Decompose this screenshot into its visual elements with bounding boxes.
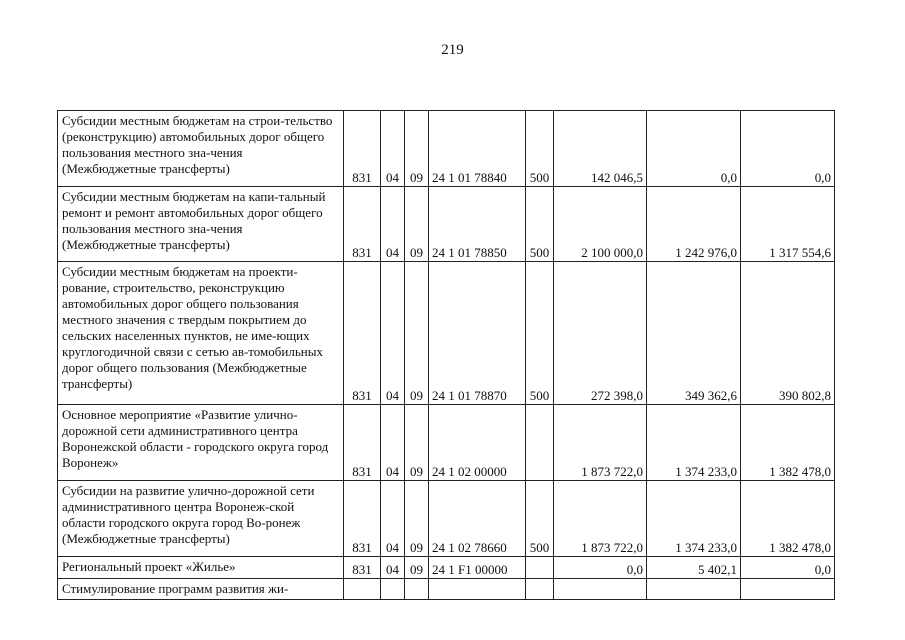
row-description: Основное мероприятие «Развитие улично-дорожной сети административного центра Воронежской области - городского округа город Воронеж» [58, 405, 344, 481]
subsection-code: 09 [405, 187, 429, 262]
section-code: 04 [381, 481, 405, 557]
amount-year-3: 390 802,8 [741, 262, 835, 405]
amount-year-3: 1 382 478,0 [741, 481, 835, 557]
budget-table [57, 110, 835, 600]
amount-year-2: 1 374 233,0 [647, 481, 741, 557]
target-article-code: 24 1 01 78850 [429, 187, 526, 262]
target-article-code: 24 1 02 78660 [429, 481, 526, 557]
ministry-code: 831 [344, 111, 381, 187]
ministry-code: 831 [344, 262, 381, 405]
row-description: Субсидии местным бюджетам на капи-тальный ремонт и ремонт автомобильных дорог общего пользования местного зна-чения (Межбюджетные трансферты) [58, 187, 344, 262]
amount-year-3: 1 382 478,0 [741, 405, 835, 481]
expense-type-code: 500 [526, 111, 554, 187]
amount-year-3: 0,0 [741, 111, 835, 187]
row-description: Субсидии на развитие улично-дорожной сети административного центра Воронеж-ской области городского округа город Во-ронеж (Межбюджетные трансферты) [58, 481, 344, 557]
subsection-code: 09 [405, 262, 429, 405]
amount-year-2: 1 242 976,0 [647, 187, 741, 262]
amount-year-1: 1 873 722,0 [554, 405, 647, 481]
expense-type-code [526, 579, 554, 600]
table-row [58, 187, 835, 262]
ministry-code: 831 [344, 405, 381, 481]
section-code: 04 [381, 111, 405, 187]
amount-year-1: 1 873 722,0 [554, 481, 647, 557]
ministry-code: 831 [344, 481, 381, 557]
section-code: 04 [381, 405, 405, 481]
amount-year-1: 272 398,0 [554, 262, 647, 405]
target-article-code: 24 1 F1 00000 [429, 557, 526, 579]
table-row [58, 262, 835, 405]
table-row [58, 481, 835, 557]
expense-type-code: 500 [526, 262, 554, 405]
page-number: 219 [441, 42, 464, 58]
ministry-code: 831 [344, 557, 381, 579]
section-code [381, 579, 405, 600]
section-code: 04 [381, 262, 405, 405]
row-description: Субсидии местным бюджетам на строи-тельство (реконструкцию) автомобильных дорог общего пользования местного зна-чения (Межбюджетные трансферты) [58, 111, 344, 187]
subsection-code: 09 [405, 557, 429, 579]
target-article-code: 24 1 01 78870 [429, 262, 526, 405]
amount-year-2: 0,0 [647, 111, 741, 187]
ministry-code: 831 [344, 187, 381, 262]
subsection-code: 09 [405, 111, 429, 187]
row-description: Региональный проект «Жилье» [58, 557, 344, 579]
target-article-code [429, 579, 526, 600]
amount-year-2: 5 402,1 [647, 557, 741, 579]
amount-year-1: 2 100 000,0 [554, 187, 647, 262]
section-code: 04 [381, 557, 405, 579]
expense-type-code [526, 405, 554, 481]
expense-type-code [526, 557, 554, 579]
amount-year-1 [554, 579, 647, 600]
subsection-code: 09 [405, 481, 429, 557]
ministry-code [344, 579, 381, 600]
section-code: 04 [381, 187, 405, 262]
subsection-code: 09 [405, 405, 429, 481]
amount-year-1: 0,0 [554, 557, 647, 579]
table-row [58, 579, 835, 600]
amount-year-1: 142 046,5 [554, 111, 647, 187]
subsection-code [405, 579, 429, 600]
amount-year-2: 1 374 233,0 [647, 405, 741, 481]
table-row [58, 405, 835, 481]
amount-year-3: 0,0 [741, 557, 835, 579]
table-row [58, 557, 835, 579]
target-article-code: 24 1 02 00000 [429, 405, 526, 481]
expense-type-code: 500 [526, 187, 554, 262]
amount-year-3: 1 317 554,6 [741, 187, 835, 262]
target-article-code: 24 1 01 78840 [429, 111, 526, 187]
amount-year-3 [741, 579, 835, 600]
amount-year-2: 349 362,6 [647, 262, 741, 405]
amount-year-2 [647, 579, 741, 600]
table-row [58, 111, 835, 187]
row-description: Субсидии местным бюджетам на проекти-рование, строительство, реконструкцию автомобильных дорог общего пользования местного значения с твердым покрытием до сельских населенных пунктов, не име-ющих круглогодичной связи с сетью ав-томобильных дорог общего пользования (Межбюджетные трансферты) [58, 262, 344, 405]
expense-type-code: 500 [526, 481, 554, 557]
row-description: Стимулирование программ развития жи- [58, 579, 344, 600]
